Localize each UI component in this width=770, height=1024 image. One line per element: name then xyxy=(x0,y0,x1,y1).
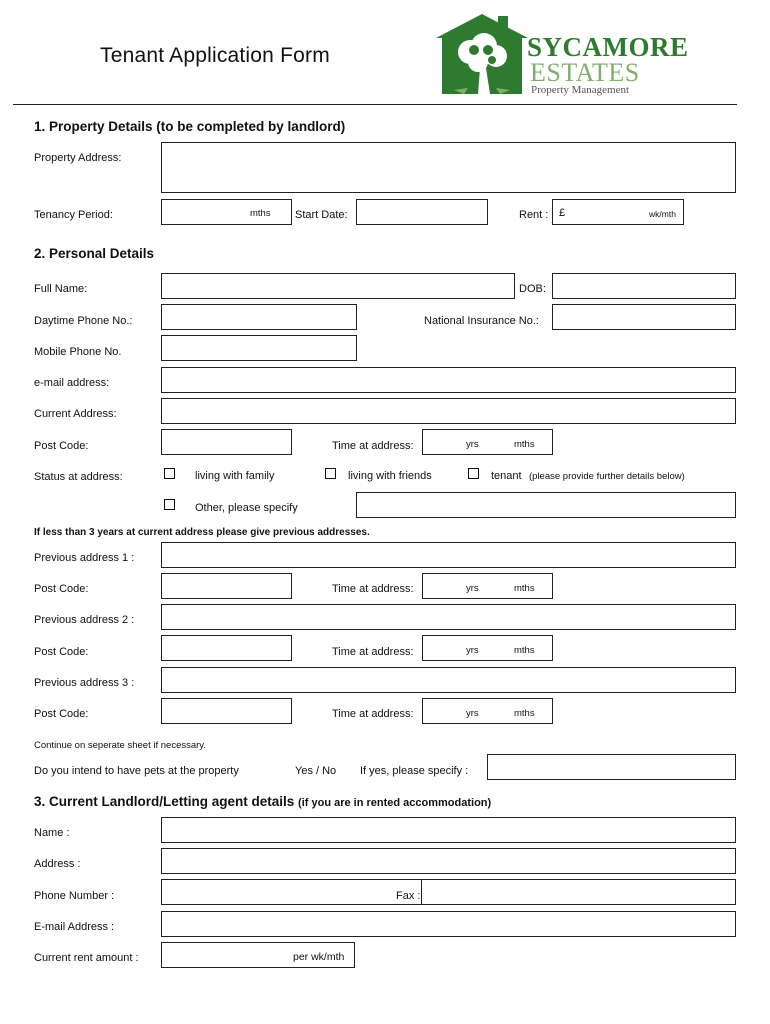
daytime-phone-label: Daytime Phone No.: xyxy=(34,315,133,327)
continue-note: Continue on seperate sheet if necessary. xyxy=(34,740,206,751)
status-tenant-label: tenant xyxy=(491,470,522,482)
previous-address-1-field[interactable] xyxy=(161,542,736,568)
prev3-post-code-field[interactable] xyxy=(161,698,292,724)
pets-specify-field[interactable] xyxy=(487,754,736,780)
prev1-time-label: Time at address: xyxy=(332,583,414,595)
section2-heading: 2. Personal Details xyxy=(34,246,155,261)
landlord-phone-field[interactable] xyxy=(161,879,736,905)
national-insurance-field[interactable] xyxy=(552,304,736,330)
previous-address-1-label: Previous address 1 : xyxy=(34,552,135,564)
status-tenant-note: (please provide further details below) xyxy=(529,471,685,482)
months-unit: mths xyxy=(514,583,535,594)
rent-unit: wk/mth xyxy=(649,209,676,219)
tenancy-unit: mths xyxy=(250,208,271,219)
years-unit: yrs xyxy=(466,583,479,594)
start-date-field[interactable] xyxy=(356,199,488,225)
years-unit: yrs xyxy=(466,645,479,656)
email-field[interactable] xyxy=(161,367,736,393)
months-unit: mths xyxy=(514,645,535,656)
status-at-address-label: Status at address: xyxy=(34,471,123,483)
section3-heading xyxy=(34,794,491,809)
prev1-time-field[interactable] xyxy=(422,573,553,599)
section1-heading: 1. Property Details (to be completed by landlord) xyxy=(34,119,346,134)
prev3-time-field[interactable] xyxy=(422,698,553,724)
post-code-field[interactable] xyxy=(161,429,292,455)
status-other-field[interactable] xyxy=(356,492,736,518)
form-title: Tenant Application Form xyxy=(100,44,330,67)
prev2-post-code-label: Post Code: xyxy=(34,646,89,658)
sycamore-tree-house-logo-icon xyxy=(434,12,530,96)
status-other-checkbox[interactable] xyxy=(164,499,175,510)
previous-address-3-label: Previous address 3 : xyxy=(34,677,135,689)
previous-addresses-note: If less than 3 years at current address please give previous addresses. xyxy=(34,527,370,538)
previous-address-3-field[interactable] xyxy=(161,667,736,693)
prev1-post-code-field[interactable] xyxy=(161,573,292,599)
landlord-name-label: Name : xyxy=(34,827,70,839)
landlord-email-field[interactable] xyxy=(161,911,736,937)
status-other-label: Other, please specify xyxy=(195,502,298,514)
national-insurance-label: National Insurance No.: xyxy=(424,315,539,327)
tenancy-period-field[interactable] xyxy=(161,199,292,225)
status-family-label: living with family xyxy=(195,470,275,482)
status-tenant-checkbox[interactable] xyxy=(468,468,479,479)
current-rent-amount-label: Current rent amount : xyxy=(34,952,139,964)
rent-currency: £ xyxy=(559,207,566,219)
rent-field[interactable] xyxy=(552,199,684,225)
status-family-checkbox[interactable] xyxy=(164,468,175,479)
prev2-time-field[interactable] xyxy=(422,635,553,661)
current-address-field[interactable] xyxy=(161,398,736,424)
landlord-phone-label: Phone Number : xyxy=(34,890,115,902)
years-unit: yrs xyxy=(466,439,479,450)
full-name-label: Full Name: xyxy=(34,283,88,295)
years-unit: yrs xyxy=(466,708,479,719)
prev3-post-code-label: Post Code: xyxy=(34,708,89,720)
section3-heading-note: (if you are in rented accommodation) xyxy=(298,797,492,809)
prev2-time-label: Time at address: xyxy=(332,646,414,658)
logo-name-line2: ESTATES xyxy=(530,58,640,87)
dob-label: DOB: xyxy=(519,283,546,295)
landlord-email-label: E-mail Address : xyxy=(34,921,115,933)
pets-specify-label: If yes, please specify : xyxy=(360,765,469,777)
pets-yes-no[interactable]: Yes / No xyxy=(295,765,337,777)
mobile-phone-label: Mobile Phone No. xyxy=(34,346,122,358)
prev2-post-code-field[interactable] xyxy=(161,635,292,661)
header-divider xyxy=(13,104,737,105)
mobile-phone-field[interactable] xyxy=(161,335,357,361)
status-friends-label: living with friends xyxy=(348,470,432,482)
rent-label: Rent : xyxy=(519,209,549,221)
pets-question: Do you intend to have pets at the property xyxy=(34,765,239,777)
landlord-name-field[interactable] xyxy=(161,817,736,843)
phone-fax-divider xyxy=(421,879,422,905)
time-at-address-field[interactable] xyxy=(422,429,553,455)
email-label: e-mail address: xyxy=(34,377,110,389)
section3-heading-text: 3. Current Landlord/Letting agent details xyxy=(34,794,295,809)
prev3-time-label: Time at address: xyxy=(332,708,414,720)
property-address-field[interactable] xyxy=(161,142,736,193)
prev1-post-code-label: Post Code: xyxy=(34,583,89,595)
current-rent-amount-field[interactable] xyxy=(161,942,355,968)
logo-name-line1: SYCAMORE xyxy=(527,32,689,62)
months-unit: mths xyxy=(514,708,535,719)
post-code-label: Post Code: xyxy=(34,440,89,452)
landlord-fax-label: Fax : xyxy=(396,890,421,902)
dob-field[interactable] xyxy=(552,273,736,299)
time-at-address-label: Time at address: xyxy=(332,440,414,452)
previous-address-2-label: Previous address 2 : xyxy=(34,614,135,626)
landlord-address-field[interactable] xyxy=(161,848,736,874)
start-date-label: Start Date: xyxy=(295,209,348,221)
status-friends-checkbox[interactable] xyxy=(325,468,336,479)
full-name-field[interactable] xyxy=(161,273,515,299)
previous-address-2-field[interactable] xyxy=(161,604,736,630)
property-address-label: Property Address: xyxy=(34,152,122,164)
current-address-label: Current Address: xyxy=(34,408,117,420)
months-unit: mths xyxy=(514,439,535,450)
logo-tagline: Property Management xyxy=(531,84,630,96)
tenancy-period-label: Tenancy Period: xyxy=(34,209,113,221)
landlord-address-label: Address : xyxy=(34,858,81,870)
rent-amount-unit: per wk/mth xyxy=(293,951,345,963)
daytime-phone-field[interactable] xyxy=(161,304,357,330)
